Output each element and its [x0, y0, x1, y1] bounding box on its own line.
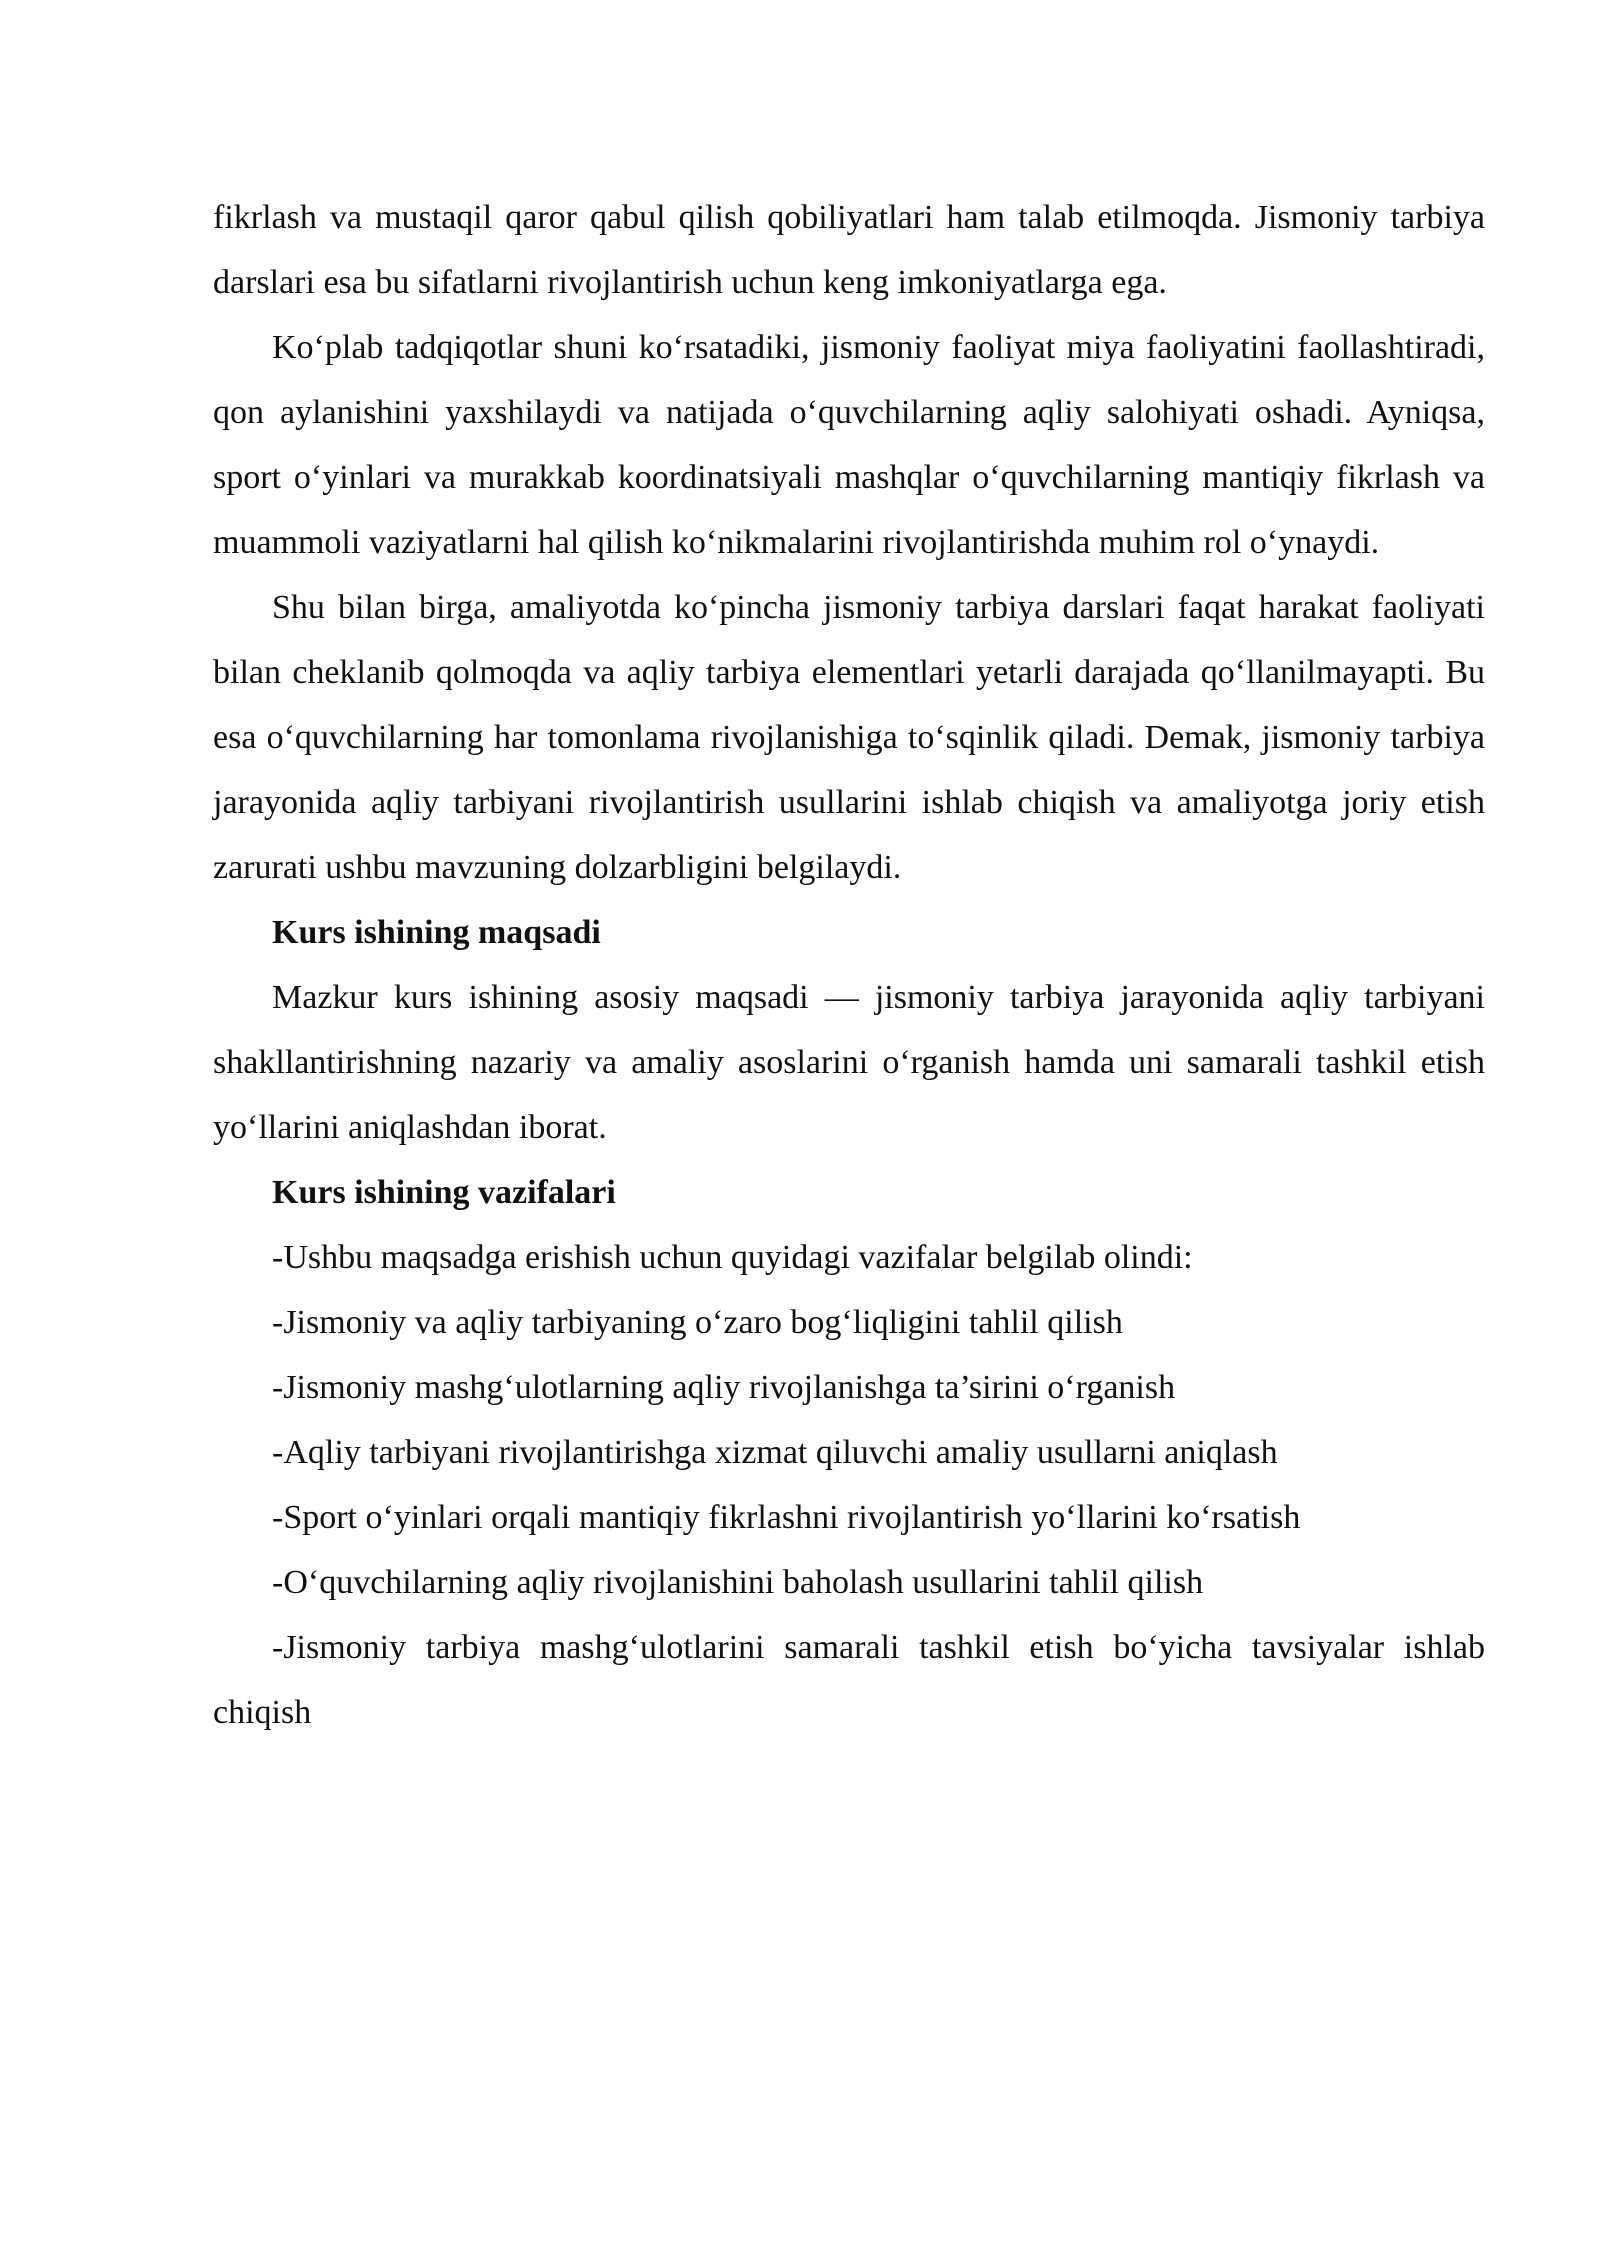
goal-heading: Kurs ishining maqsadi — [272, 914, 601, 951]
paragraph-relevance: Shu bilan birga, amaliyotda ko‘pincha jismoniy tarbiya darslari faqat harakat faoliyati bilan cheklanib qolmoqda va aqliy tarbiya elementlari yetarli darajada qo‘llanilmayapti. Bu esa o‘quvchilarning har tomonlama rivojlanishiga to‘sqinlik qiladi. Demak, jismoniy tarbiya jarayonida aqliy tarbiyani rivojlantirish usullarini ishlab chiqish va amaliyotga joriy etish zarurati ushbu mavzuning dolzarbligini belgilaydi. — [213, 589, 1485, 886]
task-item: -O‘quvchilarning aqliy rivojlanishini baholash usullarini tahlil qilish — [272, 1564, 1204, 1601]
tasks-list — [213, 1225, 1485, 1745]
task-item: -Sport o‘yinlari orqali mantiqiy fikrlashni rivojlantirish yo‘llarini ko‘rsatish — [272, 1499, 1301, 1536]
task-item: -Jismoniy tarbiya mashg‘ulotlarini samarali tashkil etish bo‘yicha tavsiyalar ishlab chiqish — [213, 1629, 1485, 1731]
task-item: -Ushbu maqsadga erishish uchun quyidagi vazifalar belgilab olindi: — [272, 1239, 1193, 1276]
paragraph-research: Ko‘plab tadqiqotlar shuni ko‘rsatadiki, jismoniy faoliyat miya faoliyatini faollashtiradi, qon aylanishini yaxshilaydi va natijada o‘quvchilarning aqliy salohiyati oshadi. Ayniqsa, sport o‘yinlari va murakkab koordinatsiyali mashqlar o‘quvchilarning mantiqiy fikrlash va muammoli vaziyatlarni hal qilish ko‘nikmalarini rivojlantirishda muhim rol o‘ynaydi. — [213, 329, 1485, 561]
goal-text: Mazkur kurs ishining asosiy maqsadi — jismoniy tarbiya jarayonida aqliy tarbiyani shakllantirishning nazariy va amaliy asoslarini o‘rganish hamda uni samarali tashkil etish yo‘llarini aniqlashdan iborat. — [213, 979, 1485, 1146]
tasks-heading: Kurs ishining vazifalari — [272, 1174, 616, 1211]
task-item: -Jismoniy mashg‘ulotlarning aqliy rivojlanishga ta’sirini o‘rganish — [272, 1369, 1176, 1406]
task-item: -Aqliy tarbiyani rivojlantirishga xizmat qiluvchi amaliy usullarni aniqlash — [272, 1434, 1278, 1471]
document-body — [213, 185, 1485, 1745]
paragraph-continuation: fikrlash va mustaqil qaror qabul qilish qobiliyatlari ham talab etilmoqda. Jismoniy tarbiya darslari esa bu sifatlarni rivojlantirish uchun keng imkoniyatlarga ega. — [213, 199, 1485, 301]
task-item: -Jismoniy va aqliy tarbiyaning o‘zaro bog‘liqligini tahlil qilish — [272, 1304, 1123, 1341]
